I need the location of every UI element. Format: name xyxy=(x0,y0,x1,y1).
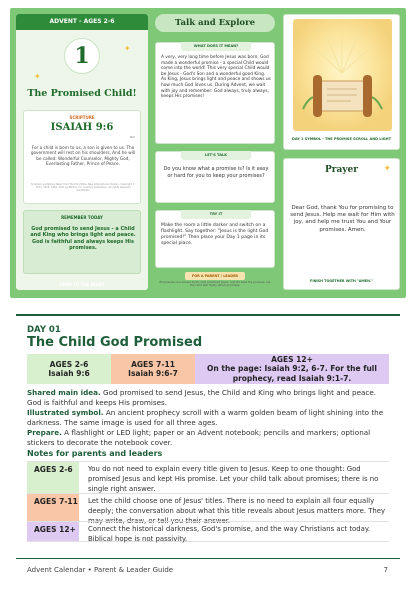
prepare-text: A flashlight or LED light; paper or an Advent notebook; pencils and markers; optional stickers to decorate the notebook cover. xyxy=(27,428,371,447)
age-label: AGES 12+ xyxy=(271,354,313,364)
symbol-card xyxy=(283,14,400,150)
shared-idea-label: Shared main idea. xyxy=(27,388,101,397)
symbol-label: Illustrated symbol. xyxy=(27,408,104,417)
calendar-spread-image xyxy=(10,8,406,298)
open-instruction: OPEN TO THE RIGHT xyxy=(59,282,105,287)
note-text: Connect the historical darkness, God's promise, and the way Christians act today. Biblical hope is not passivity. xyxy=(88,525,371,543)
scripture-label: SCRIPTURE xyxy=(69,115,95,120)
note-age-label: AGES 7-11 xyxy=(27,494,79,521)
reading-ref: Isaiah 9:6 xyxy=(48,369,90,378)
note-row-ages-12-plus xyxy=(27,521,389,542)
symbol-caption: DAY 1 SYMBOL - THE PROMISE SCROLL AND LIGHT xyxy=(292,137,391,141)
prayer-title: Prayer xyxy=(324,165,359,175)
day-number-badge: 1 xyxy=(64,38,100,74)
age-2-6-reading xyxy=(27,354,111,384)
note-row-ages-2-6 xyxy=(27,461,389,493)
meaning-card xyxy=(155,42,275,144)
spread-left-panel xyxy=(16,14,148,290)
parent-leader-text: Emphasize one simple truth: God promised Jesus, and He kept His promise. Let the child talk freely about promises. xyxy=(159,280,271,288)
reading-ref: Isaiah 9:6-7 xyxy=(128,369,178,378)
age-12-plus-reading xyxy=(195,354,389,384)
talk-explore-title: Talk and Explore xyxy=(155,14,275,32)
prepare-label: Prepare. xyxy=(27,428,62,437)
sparkle-icon: ✦ xyxy=(124,44,131,53)
scripture-card xyxy=(23,110,141,204)
remember-text: God promised to send Jesus - a Child and King who brings light and peace. God is faithful and always keeps His promises. xyxy=(30,226,136,252)
spread-middle-panel xyxy=(155,14,275,290)
footer-rule xyxy=(16,558,400,559)
remember-label: REMEMBER TODAY xyxy=(61,215,103,220)
header-rule xyxy=(16,314,400,316)
try-it-label: TRY IT xyxy=(181,210,251,219)
note-row-ages-7-11 xyxy=(27,493,389,525)
prayer-card xyxy=(283,158,400,290)
lets-talk-card xyxy=(155,151,275,203)
day-label: DAY 01 xyxy=(27,325,61,335)
scripture-text: For a child is born to us, a son is given to us. The government will rest on his shoulders, And he will be called: Wonderful Counselor, Mighty God, Everlasting Father, Prince of Peace. xyxy=(30,145,136,167)
prayer-finish-note: FINISH TOGETHER WITH "AMEN." xyxy=(310,279,373,283)
note-age-label: AGES 2-6 xyxy=(27,462,79,493)
prepare-paragraph xyxy=(27,428,389,448)
spread-right-panel xyxy=(283,14,400,290)
meaning-label: WHAT DOES IT MEAN? xyxy=(181,42,251,51)
meaning-text: A very, very long time before Jesus was born, God made a wonderful promise - a special Child would come into the world! This very special Child would be Jesus - God's Son and a wonderful good King. As King, Jesus brings light and peace and shows us how much God loves us. During Advent, we wait with joy and remember: God always, truly always, keeps His promises! xyxy=(161,55,271,100)
try-it-card xyxy=(155,210,275,268)
scripture-translation: NIV xyxy=(129,135,135,139)
lets-talk-text: Do you know what a promise is? Is it easy or hard for you to keep your promises? xyxy=(163,166,269,179)
page-number: 7 xyxy=(383,566,388,574)
age-label: AGES 2-6 xyxy=(49,359,89,369)
symbol-text: An ancient prophecy scroll with a warm golden beam of light shining into the darkness. The same image is used for all three ages. xyxy=(27,408,384,427)
scripture-copyright: Scripture quotations taken from the Holy Bible, New International Version, Copyright © 1973, 1978, 1984, 2011 by Biblica, Inc. Used by permission. All rights reserved worldwide. xyxy=(30,183,136,192)
try-it-text: Make the room a little darker and switch on a flashlight. Say together: "Jesus is the light God promised!" Then place your Day 1 page in its special place. xyxy=(161,223,269,246)
age-label: AGES 7-11 xyxy=(131,359,175,369)
footer-title: Advent Calendar • Parent & Leader Guide xyxy=(27,566,174,574)
symbol-paragraph xyxy=(27,408,389,428)
shared-idea-paragraph xyxy=(27,388,389,408)
lets-talk-label: LET'S TALK xyxy=(181,151,251,160)
advent-age-label: ADVENT - AGES 2-6 xyxy=(16,14,148,30)
sparkle-icon: ✦ xyxy=(34,72,41,81)
parent-leader-label: FOR A PARENT / LEADER xyxy=(185,272,245,280)
prayer-text: Dear God, thank You for promising to send Jesus. Help me wait for Him with joy, and help me trust You and Your promises. Amen. xyxy=(290,205,395,233)
guide-title: The Child God Promised xyxy=(27,335,203,350)
reading-ref: On the page: Isaiah 9:2, 6-7. For the full prophecy, read Isaiah 9:1-7. xyxy=(207,364,377,383)
notes-heading: Notes for parents and leaders xyxy=(27,449,163,458)
spread-title: The Promised Child! xyxy=(27,88,137,99)
age-7-11-reading xyxy=(111,354,195,384)
note-text: You do not need to explain every title given to Jesus. Keep to one thought: God promised Jesus and kept His promise. Let your child talk about promises; there is no single right answer. xyxy=(88,465,379,493)
note-text: Let the child choose one of Jesus' titles. There is no need to explain all four equally deeply; the conversation about what this title reveals about Jesus matters more. They may write, draw, or tell you their answer. xyxy=(88,497,386,525)
sparkle-icon: ✦ xyxy=(383,164,391,174)
note-age-label: AGES 12+ xyxy=(27,522,79,541)
prophecy-scroll-illustration xyxy=(293,19,392,131)
scripture-reference: ISAIAH 9:6 xyxy=(50,122,114,133)
remember-card xyxy=(23,210,141,274)
shared-idea-text: God promised to send Jesus, the Child and King who brings light and peace. God is faithful and keeps His promises. xyxy=(27,388,377,407)
age-readings-row xyxy=(27,354,389,384)
